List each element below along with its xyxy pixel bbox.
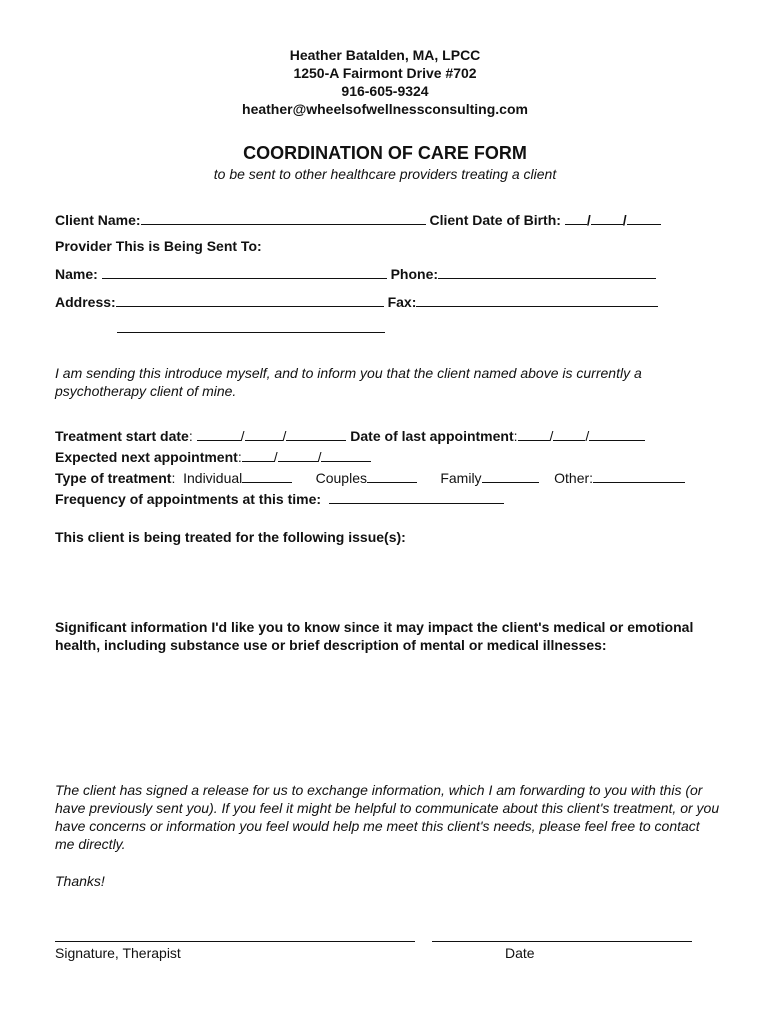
therapist-phone: 916-605-9324 xyxy=(341,83,429,99)
couples-label: Couples xyxy=(315,470,367,486)
family-field[interactable] xyxy=(482,468,539,483)
therapist-address: 1250-A Fairmont Drive #702 xyxy=(293,65,477,81)
frequency-field[interactable] xyxy=(329,489,504,504)
significant-info-label: Significant information I'd like you to know since it may impact the client's medical or emotional health, including substance use or brief description of mental or medical illnesses: xyxy=(55,619,694,653)
provider-name-label: Name: xyxy=(55,266,98,282)
form-title: COORDINATION OF CARE FORM xyxy=(243,143,527,163)
frequency-row xyxy=(55,489,504,508)
couples-field[interactable] xyxy=(367,468,417,483)
client-name-label: Client Name: xyxy=(55,212,141,228)
treatment-type-row: Type of treatment: Individual Couples Family Other: xyxy=(55,468,685,487)
release-paragraph: The client has signed a release for us to exchange information, which I am forwarding to you with this (or have previously sent you). If you feel it might be helpful to communicate about this client's treatment, or you have concerns or information you feel would help me meet this client's needs, please feel free to contact me directly. xyxy=(55,782,720,852)
therapist-header xyxy=(0,46,770,118)
frequency-label: Frequency of appointments at this time: xyxy=(55,491,322,507)
start-month-field[interactable] xyxy=(197,426,241,441)
form-subtitle: to be sent to other healthcare providers treating a client xyxy=(213,166,557,182)
next-appt-label: Expected next appointment xyxy=(55,449,238,465)
provider-address-line2[interactable] xyxy=(117,332,385,333)
intro-paragraph: I am sending this introduce myself, and to inform you that the client named above is currently a psychotherapy client of mine. xyxy=(55,365,642,399)
therapist-email: heather@wheelsofwellnessconsulting.com xyxy=(242,101,528,117)
provider-name-field[interactable] xyxy=(102,264,387,279)
family-label: Family xyxy=(440,470,482,486)
dob-month-field[interactable] xyxy=(565,210,587,225)
thanks-text: Thanks! xyxy=(55,873,105,889)
last-day-field[interactable] xyxy=(553,426,585,441)
treatment-type-label: Type of treatment xyxy=(55,470,172,486)
provider-address-label: Address: xyxy=(55,294,116,310)
last-year-field[interactable] xyxy=(589,426,645,441)
provider-heading: Provider This is Being Sent To: xyxy=(55,238,262,254)
provider-address-field[interactable] xyxy=(116,292,384,307)
dob-day-field[interactable] xyxy=(591,210,623,225)
date-line[interactable] xyxy=(432,941,692,942)
last-appt-label: Date of last appointment xyxy=(350,428,514,444)
issues-label: This client is being treated for the following issue(s): xyxy=(55,529,406,545)
other-label: Other: xyxy=(554,470,594,486)
provider-name-row xyxy=(55,264,656,283)
provider-phone-label: Phone: xyxy=(390,266,439,282)
treatment-dates-row: Treatment start date: / / Date of last appointment: / / xyxy=(55,426,645,445)
start-day-field[interactable] xyxy=(245,426,283,441)
next-month-field[interactable] xyxy=(242,447,274,462)
other-field[interactable] xyxy=(593,468,685,483)
individual-label: Individual xyxy=(183,470,243,486)
individual-field[interactable] xyxy=(242,468,292,483)
provider-phone-field[interactable] xyxy=(438,264,656,279)
dob-year-field[interactable] xyxy=(627,210,661,225)
client-name-field[interactable] xyxy=(141,210,426,225)
next-year-field[interactable] xyxy=(321,447,371,462)
therapist-name: Heather Batalden, MA, LPCC xyxy=(289,47,481,63)
provider-address-row xyxy=(55,292,658,311)
start-date-label: Treatment start date xyxy=(55,428,189,444)
last-month-field[interactable] xyxy=(518,426,550,441)
date-label: Date xyxy=(505,945,535,961)
next-appt-row: Expected next appointment: / / xyxy=(55,447,371,466)
start-year-field[interactable] xyxy=(286,426,346,441)
provider-fax-field[interactable] xyxy=(416,292,658,307)
client-row: Client Name: Client Date of Birth: / / xyxy=(55,210,661,229)
signature-label: Signature, Therapist xyxy=(55,945,181,961)
signature-line[interactable] xyxy=(55,941,415,942)
provider-fax-label: Fax: xyxy=(387,294,417,310)
next-day-field[interactable] xyxy=(278,447,318,462)
client-dob-label: Client Date of Birth: xyxy=(429,212,561,228)
